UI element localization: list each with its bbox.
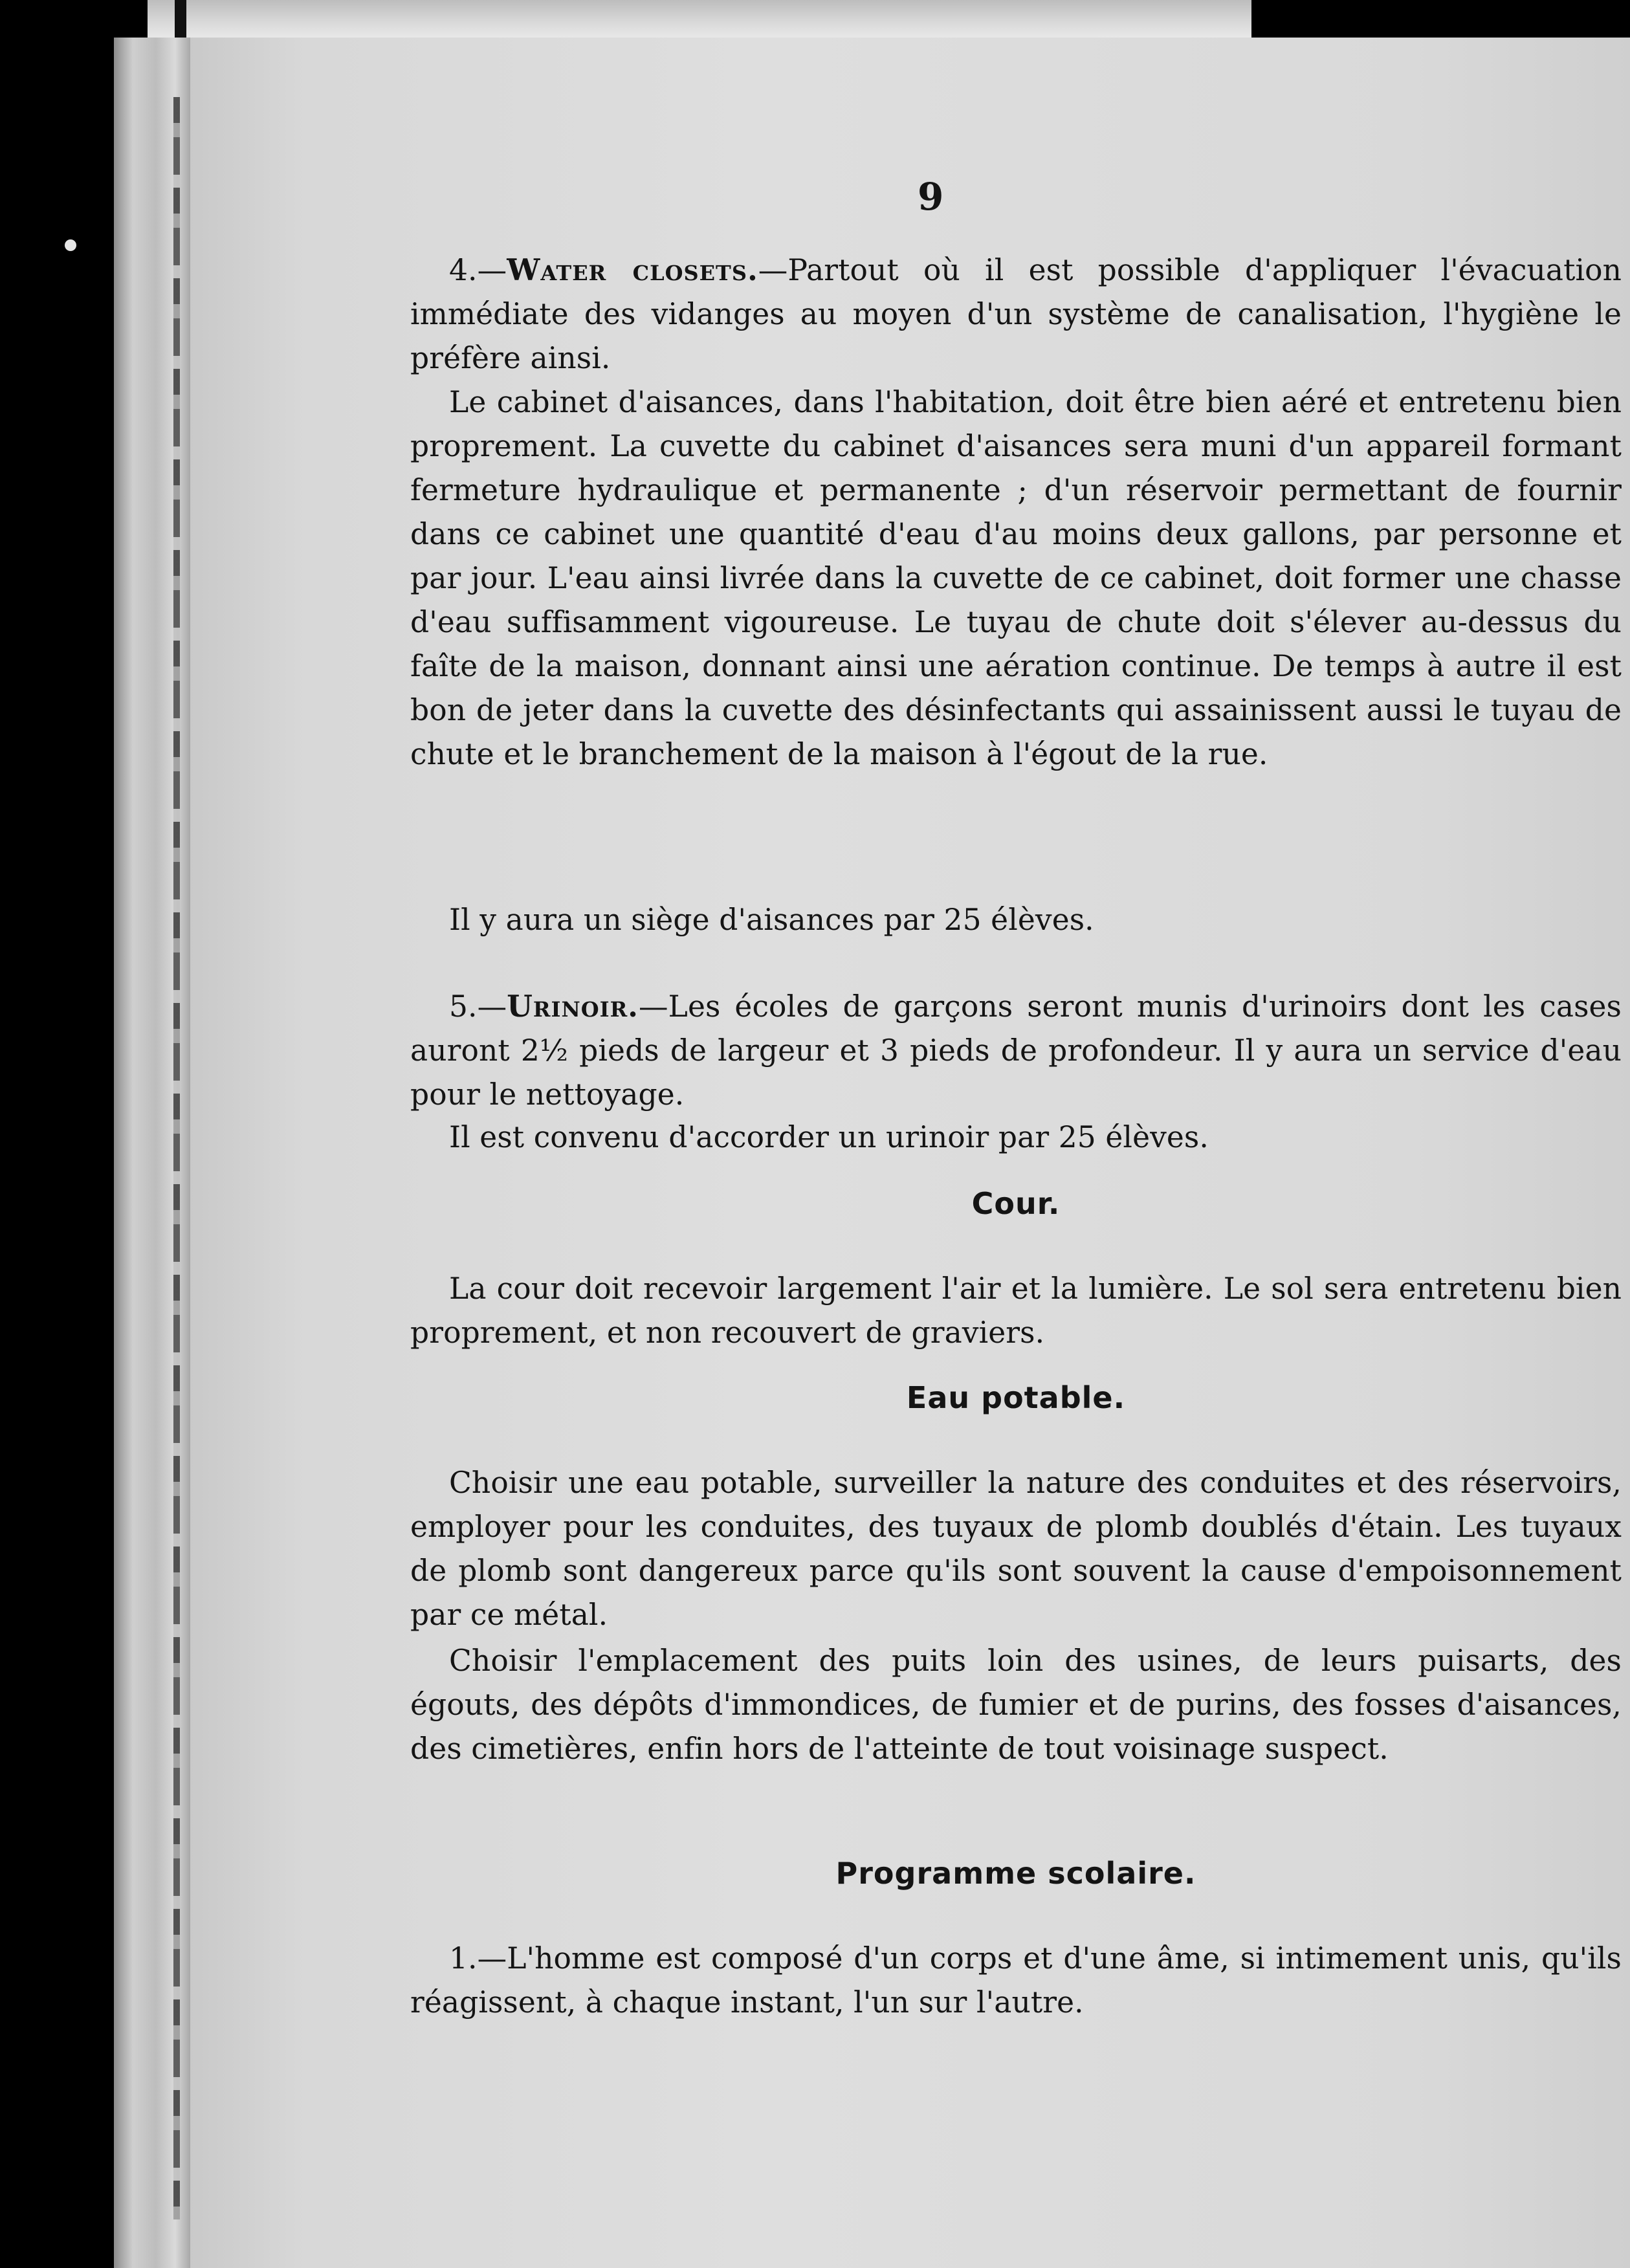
water-closets-paragraph-3: Il y aura un siège d'aisances par 25 élèves. (449, 903, 1094, 937)
water-closets-paragraph-2: Le cabinet d'aisances, dans l'habitation, doit être bien aéré et entretenu bien proprement. La cuvette du cabinet d'aisances sera muni d'un appareil formant fermeture hydraulique et permanente ; d'un réservoir permettant de fournir dans ce cabinet une quantité d'eau d'au moins deux gallons, par personne et par jour. L'eau ainsi livrée dans la cuvette de ce cabinet, doit former une chasse d'eau suffisamment vigoureuse. Le tuyau de chute doit s'élever au-dessus du faîte de la maison, donnant ainsi une aération continue. De temps à autre il est bon de jeter dans la cuvette des désinfectants qui assainissent aussi le tuyau de chute et le branchement de la maison à l'égout de la rue. (410, 385, 1622, 771)
book-page (190, 38, 1630, 2268)
previous-page-edge (148, 0, 1251, 38)
page-gap (175, 0, 186, 38)
dash: — (477, 989, 507, 1024)
programme-paragraph-1 (410, 1937, 1622, 2025)
section-number: 5. (449, 989, 478, 1024)
scan-speck (65, 239, 76, 251)
urinoir-paragraph-1 (410, 984, 1622, 1117)
eau-potable-paragraph-1: Choisir une eau potable, surveiller la nature des conduites et des réservoirs, employer pour les conduites, des tuyaux de plomb doublés d'étain. Les tuyaux de plomb sont dangereux parce qu'ils sont souvent la cause d'empoisonnement par ce métal. (410, 1466, 1622, 1632)
page-number: 9 (918, 175, 944, 219)
paragraph-text: L'homme est composé d'un corps et d'une âme, si intimement unis, qu'ils réagissent, à chaque instant, l'un sur l'autre. (410, 1941, 1622, 2020)
dash: — (477, 1941, 507, 1976)
heading-cour: Cour. (971, 1186, 1061, 1221)
section-number: 4. (449, 253, 478, 287)
binding-thread (173, 97, 180, 2219)
dash: — (639, 989, 668, 1024)
urinoir-paragraph-2: Il est convenu d'accorder un urinoir par 25 élèves. (449, 1120, 1209, 1154)
paragraph-text: Partout où il est possible d'appliquer l'évacuation immédiate des vidanges au moyen d'un système de canalisation, l'hygiène le préfère ainsi. (410, 253, 1622, 375)
cour-paragraph-1: La cour doit recevoir largement l'air et la lumière. Le sol sera entretenu bien proprement, et non recouvert de graviers. (410, 1272, 1622, 1350)
water-closets-paragraph-1 (410, 248, 1622, 380)
section-title-water-closets: Water closets. (507, 252, 758, 287)
dash: — (758, 253, 788, 287)
eau-potable-paragraph-2: Choisir l'emplacement des puits loin des usines, de leurs puisarts, des égouts, des dépôts d'immondices, de fumier et de purins, des fosses d'aisances, des cimetières, enfin hors de l'atteinte de tout voisinage suspect. (410, 1644, 1622, 1766)
heading-eau-potable: Eau potable. (906, 1380, 1126, 1415)
heading-programme-scolaire: Programme scolaire. (835, 1856, 1196, 1891)
paragraph-text: Les écoles de garçons seront munis d'urinoirs dont les cases auront 2½ pieds de largeur et 3 pieds de profondeur. Il y aura un service d'eau pour le nettoyage. (410, 989, 1622, 1112)
dash: — (477, 253, 507, 287)
section-title-urinoir: Urinoir. (507, 989, 639, 1024)
paragraph-number: 1. (449, 1941, 478, 1976)
